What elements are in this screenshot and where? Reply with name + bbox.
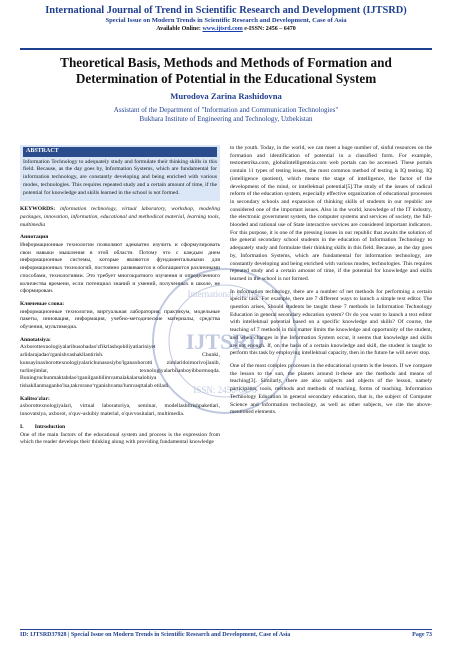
uz-abstract-heading: Annotatsiya: [20,336,51,343]
uz-keywords-heading: Kalitso'zlar: [20,395,50,402]
page-footer [20,632,432,638]
abstract-box [20,145,220,201]
journal-availability [0,25,452,33]
availability-issn: e-ISSN: 2456 – 6470 [242,26,296,32]
ru-keywords-text: информационные технологии, виртуальная лаборатория, практикум, модельные пакеты, инновация, информация, учебно-методические материалы, средства обучения, мультимедиа. [20,308,220,331]
watermark-bottom-text: ISSN: 2456-6470 [193,385,257,395]
left-column [20,145,220,447]
availability-prefix: Available Online: [156,26,203,32]
footer-page-number: Page 73 [412,632,432,638]
ru-keywords-heading: Ключевые слова: [20,300,65,307]
affiliation-line-1: Assistant of the Department of "Information and Communication Technologies" [113,106,339,114]
journal-title: International Journal of Trend in Scientific Research and Development (IJTSRD) [45,5,407,16]
body-paragraph-3: One of the most complex processes in the educational system is the lesson. If we compare the lesson to the sun, the planets around it-these are the methods and means of teaching[3]. Similarly, there are also subjects and objects of the lesson, namely participants, tools, methods and methods of teaching, forms of teaching. Information Technology Education in general secondary education, that is, the subject of Computer Science and information technology, as well as other subjects, we cite the above-mentioned elements. [230,362,432,416]
uz-abstract-text: Axborottexnologiyalaribusohadao'zfikrlashqobiliyatlariniyet arlidarajadao'rganishvashakllantirish. Chunki, kunsayinaxborottexnologiyalarichunasosiybo'lganaxborotti zimlaridoimorivojlanib, turlirejimlar, texnologiyalarbilanboyibbormoqda. Buningruchunmaktabdao'rganilganbilimvamalakalarsalohiya tishakllanmaganbo'lsa,takroranoʻrganishvama'lumvaqttalab etiladi. [20,344,220,389]
keywords [20,206,220,229]
introduction-heading: I. Introduction [20,423,66,430]
keywords-text: information technology, virtual laboratory, workshop, modeling packages, innovation, information, educational and methodical material, learning tools, multimedia [20,206,220,228]
abstract-heading: ABSTRACT [23,147,217,157]
keywords-label: KEYWORDS: [20,206,56,213]
footer-citation: ID: IJTSRD37928 | Special Issue on Modern Trends in Scientific Research and Development, Case of Asia [20,632,291,638]
right-column [230,145,432,417]
uz-keywords-text: axborottexnologiyalari, virtual laboratoriya, seminar, modellashtirishpaketlari, innovatsiya, axborot, o'quv-uslubiy material, o'quvvositalari, multimedia. [20,403,220,418]
watermark-center-text: IJTSRD [185,329,265,354]
header-rule [20,48,432,50]
journal-subtitle: Special Issue on Modern Trends in Scientific Research and Development, Case of Asia [105,17,347,24]
paper-author: Murodova Zarina Rashidovna [170,91,282,101]
paper-affiliation [20,106,432,124]
introduction-text: One of the main factors of the educational system and process is the expression from which the reader develops their thinking along with providing fundamental knowledge [20,431,220,446]
abstract-text: Information Technology to adequately study and formulate their thinking skills in this field. Because, as the day goes by, Information Systems, which are fundamental for information technology, are constantly developing and being enriched with various modes, technologies. This requires repeated study and a certain amount of time, if the potential for knowledge and skills learned in the school is not formed. [23,158,217,196]
journal-url-link[interactable]: www.ijtsrd.com [202,26,243,32]
journal-header [0,5,452,33]
ru-abstract-text: Информационные технологии позволяют адекватно изучить и сформулировать свои навыки мышления в этой области. Потому что с каждым днем информационные системы, которые являются фундаментальными для информационных технологий, постоянно развиваются и обогащаются различными способами, технологиями. Это требует многократного изучения и определенного количества времени, если потенциал знаний и умений, полученных в школе, не сформирован. [20,242,220,295]
paper-title: Theoretical Basis, Methods and Methods of Formation and Determination of Potential in the Educational System [60,55,392,86]
ru-abstract-heading: Аннотация [20,234,49,241]
body-paragraph-2: In information technology, there are a number of net methods for performing a certain specific task. For example, there are 7 different ways to launch a simple text editor. The question arises, Should students be taught these 7 methods in Information Technology Education in general secondary education system? Or do you want to launch a text editor with intellektual potential based on a specific knowledge and skills? Of course, the teaching of 7 methods in this matter limits the knowledge and opportunity of the student, and when changes in the Information System occur, it seems that knowledge and skills are not enough. If, on the basis of a certain knowledge and skill, the student is taught to perform this task by employing intellektual capacity, then in the future he will never stop. [230,288,432,357]
watermark-top-text: International Journal [187,289,263,299]
footer-rule [20,629,432,630]
body-paragraph-1: to the youth. Today, in the world, we can meet a huge number of, sinful resources on the formation and identification of potential in a classified form. For example, testometrika.com, globalintelligentsia.com web portals can be accessed. These portals contain 11 types of testing issues, the most common method of testing is IQ testing. IQ (intelligence quotient), which means the stage of intelligence, the factor of the development of the mind, or intellektual potential[5].The study of the issues of radical reform of the education system, especially effective organization of educational processes in secondary schools and expansion of thinking skills of students in our republic are considered one of the important issues. Also in the world, knowledge of the IT industry, the electronic government system, the computer systems and services of society, the full-blooded and rational use of State interactive services are considered important indicators. For this purpose, it is one of the pressing issues in our republic that awaits the solution of the general secondary school students in the education of Information Technology to adequately study and formulate their thinking skills in this field. Because, as the day goes by, Information Systems, which are fundamental for information technology, are constantly developing and being enriched with various modes, technologies. This requires repeated study and a certain amount of time, if the potential for knowledge and skills learned in the school is not formed. [230,145,432,282]
affiliation-line-2: Bukhara Institute of Engineering and Technology, Uzbekistan [139,115,313,123]
